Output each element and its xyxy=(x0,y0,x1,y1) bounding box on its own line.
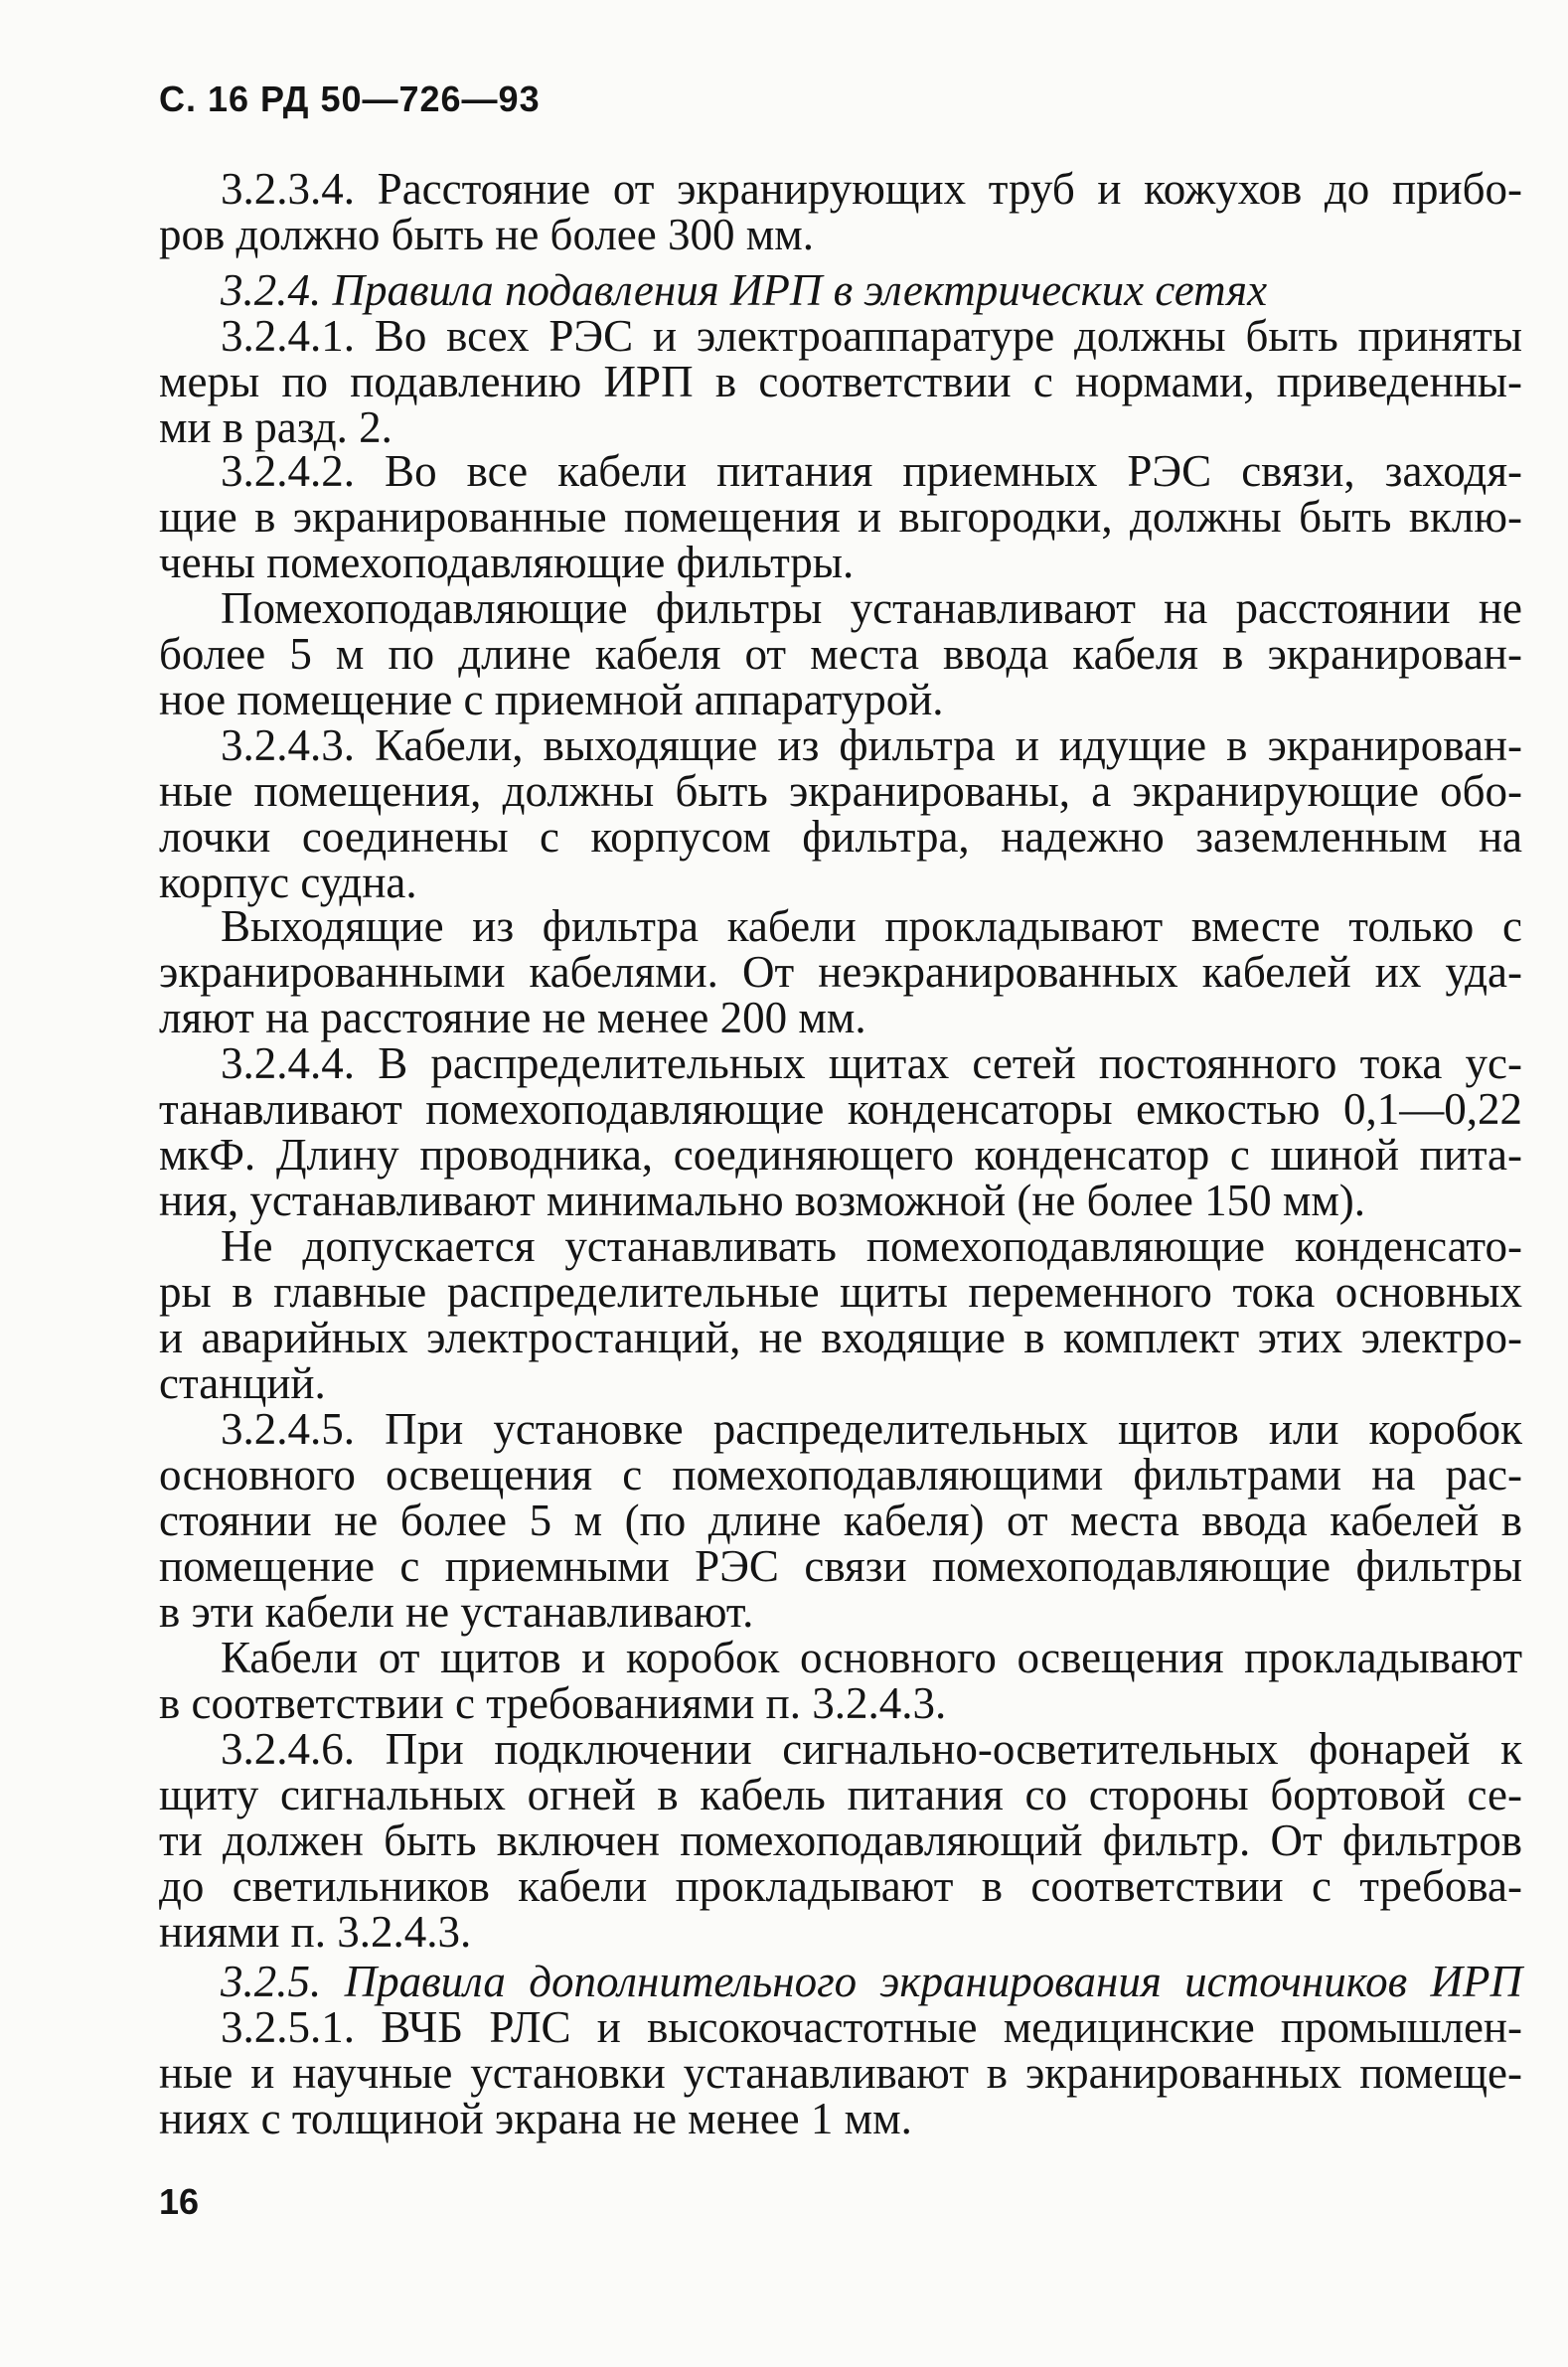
text-line: ниях с толщиной экрана не менее 1 мм. xyxy=(159,2094,912,2143)
text-line: в эти кабели не устанавливают. xyxy=(159,1587,754,1637)
text-line: Выходящие из фильтра кабели прокладывают вместе только с xyxy=(221,901,1522,951)
page-header: С. 16 РД 50—726—93 xyxy=(159,79,541,119)
text-line: ры в главные распределительные щиты переменного тока основных xyxy=(159,1267,1522,1317)
text-line: ров должно быть не более 300 мм. xyxy=(159,210,814,259)
text-line: 3.2.4.5. При установке распределительных щитов или коробок xyxy=(221,1404,1522,1454)
section-heading: 3.2.5. Правила дополнительного экранирования источников ИРП xyxy=(221,1957,1522,2006)
text-line: ниями п. 3.2.4.3. xyxy=(159,1907,472,1957)
text-line: ляют на расстояние не менее 200 мм. xyxy=(159,993,866,1042)
text-line: корпус судна. xyxy=(159,858,417,907)
text-line: ные и научные установки устанавливают в экранированных помеще- xyxy=(159,2048,1522,2098)
text-line: лочки соединены с корпусом фильтра, надежно заземленным на xyxy=(159,812,1522,862)
text-line: в соответствии с требованиями п. 3.2.4.3. xyxy=(159,1678,947,1728)
text-line: танавливают помехоподавляющие конденсаторы емкостью 0,1—0,22 xyxy=(159,1084,1522,1134)
section-heading: 3.2.4. Правила подавления ИРП в электрических сетях xyxy=(221,265,1268,315)
text-line: ми в разд. 2. xyxy=(159,402,392,452)
page-number: 16 xyxy=(159,2181,200,2222)
text-line: и аварийных электростанций, не входящие в комплект этих электро- xyxy=(159,1313,1522,1362)
text-line: до светильников кабели прокладывают в соответствии с требова- xyxy=(159,1861,1522,1911)
text-line: Помехоподавляющие фильтры устанавливают на расстоянии не xyxy=(221,583,1522,633)
text-line: станций. xyxy=(159,1358,326,1408)
text-line: чены помехоподавляющие фильтры. xyxy=(159,538,855,587)
text-line: помещение с приемными РЭС связи помехоподавляющие фильтры xyxy=(159,1541,1522,1591)
text-line: экранированными кабелями. От неэкранированных кабелей их уда- xyxy=(159,947,1522,997)
text-line: 3.2.4.3. Кабели, выходящие из фильтра и идущие в экранирован- xyxy=(221,720,1522,770)
text-line: 3.2.5.1. ВЧБ РЛС и высокочастотные медицинские промышлен- xyxy=(221,2002,1522,2052)
text-line: ные помещения, должны быть экранированы, а экранирующие обо- xyxy=(159,766,1522,816)
text-line: 3.2.4.2. Во все кабели питания приемных РЭС связи, заходя- xyxy=(221,446,1522,496)
text-line: ния, устанавливают минимально возможной (не более 150 мм). xyxy=(159,1176,1366,1225)
text-line: Кабели от щитов и коробок основного освещения прокладывают xyxy=(221,1633,1522,1682)
text-line: основного освещения с помехоподавляющими фильтрами на рас- xyxy=(159,1450,1522,1499)
text-line: щиту сигнальных огней в кабель питания со стороны бортовой се- xyxy=(159,1770,1522,1819)
text-line: Не допускается устанавливать помехоподавляющие конденсато- xyxy=(221,1221,1522,1271)
text-line: мкФ. Длину проводника, соединяющего конденсатор с шиной пита- xyxy=(159,1130,1522,1180)
text-line: ное помещение с приемной аппаратурой. xyxy=(159,675,944,724)
text-line: 3.2.4.6. При подключении сигнально-осветительных фонарей к xyxy=(221,1724,1522,1774)
text-line: 3.2.4.4. В распределительных щитах сетей постоянного тока ус- xyxy=(221,1038,1522,1088)
text-line: более 5 м по длине кабеля от места ввода кабеля в экранирован- xyxy=(159,629,1522,679)
text-line: 3.2.3.4. Расстояние от экранирующих труб и кожухов до прибо- xyxy=(221,164,1522,214)
text-line: меры по подавлению ИРП в соответствии с нормами, приведенны- xyxy=(159,357,1522,406)
text-line: ти должен быть включен помехоподавляющий фильтр. От фильтров xyxy=(159,1815,1522,1865)
text-line: стоянии не более 5 м (по длине кабеля) от места ввода кабелей в xyxy=(159,1496,1522,1545)
text-line: 3.2.4.1. Во всех РЭС и электроаппаратуре должны быть приняты xyxy=(221,311,1522,361)
text-line: щие в экранированные помещения и выгородки, должны быть вклю- xyxy=(159,492,1522,542)
